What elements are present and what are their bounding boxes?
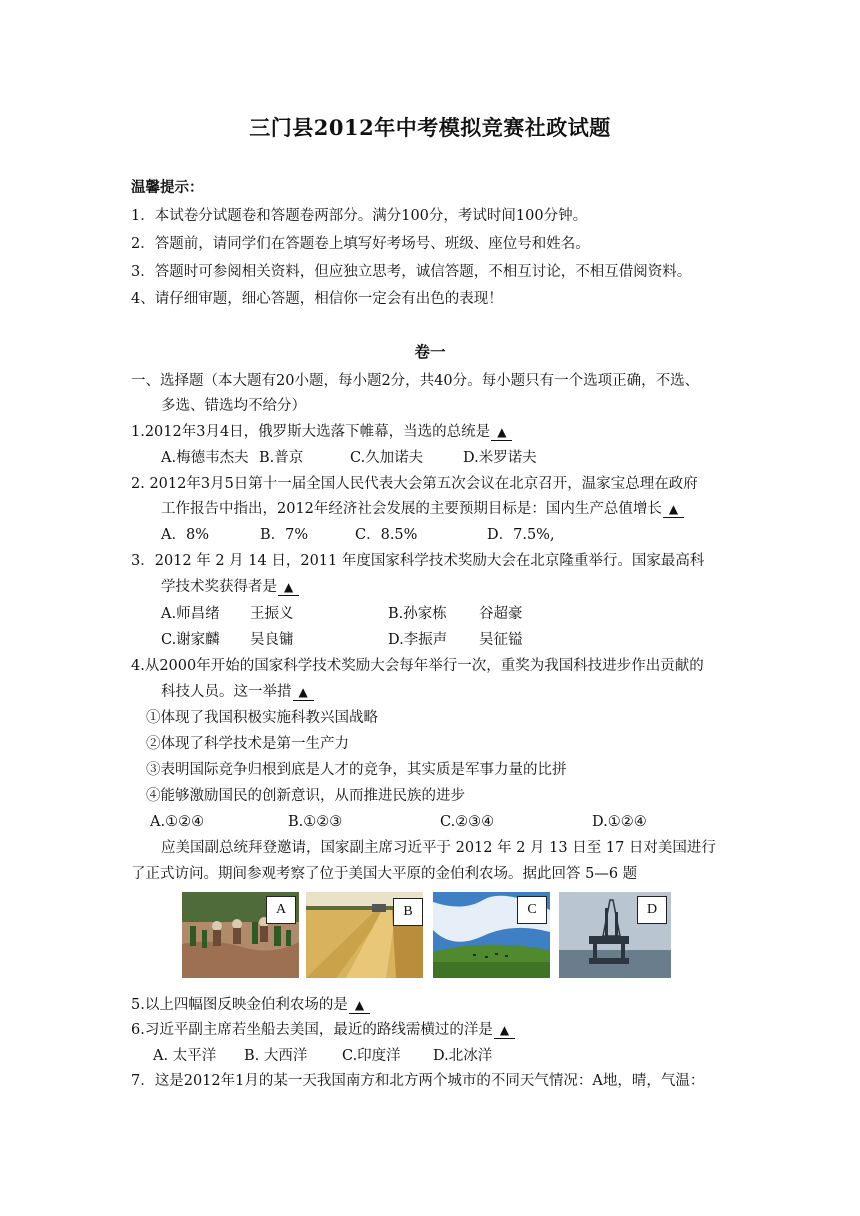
question-1-option-a: A.梅德韦杰夫 bbox=[161, 450, 249, 466]
question-6-option-a: A. 太平洋 bbox=[153, 1048, 217, 1064]
question-3-option-b-second: 谷超豪 bbox=[479, 606, 523, 622]
question-4-stem: 科技人员。这一举措 ▲ bbox=[161, 682, 314, 702]
question-7-stem: 7．这是2012年1月的某一天我国南方和北方两个城市的不同天气情况：A地，晴，气温： bbox=[131, 1073, 705, 1089]
tips-heading: 温馨提示： bbox=[131, 179, 204, 196]
question-2-option-c: C．8.5% bbox=[355, 527, 418, 543]
question-4-statement: ③表明国际竞争归根到底是人才的竞争，其实质是军事力量的比拼 bbox=[146, 762, 567, 778]
question-6-option-b: B. 大西洋 bbox=[244, 1048, 308, 1064]
question-4-stem: 4.从2000年开始的国家科学技术奖励大会每年举行一次，重奖为我国科技进步作出贡献的 bbox=[131, 658, 704, 674]
question-4-statement: ②体现了科学技术是第一生产力 bbox=[146, 736, 349, 752]
section-heading: 卷一 bbox=[414, 342, 446, 361]
question-3-stem: 3．2012 年 2 月 14 日，2011 年度国家科学技术奖励大会在北京隆重举行。国家最高科 bbox=[131, 553, 705, 569]
answer-blank: ▲ bbox=[663, 501, 684, 518]
instructions-line: 多选、错选均不给分） bbox=[161, 398, 306, 414]
question-4-statement: ①体现了我国积极实施科教兴国战略 bbox=[146, 710, 378, 726]
answer-blank: ▲ bbox=[349, 997, 370, 1014]
question-3-option-d: D.李振声 bbox=[388, 632, 448, 648]
tip-item: 4、请仔细审题，细心答题，相信你一定会有出色的表现！ bbox=[131, 291, 503, 307]
photo-label: B bbox=[393, 898, 423, 926]
photo-label: C bbox=[517, 896, 547, 924]
question-4-option-d: D.①②④ bbox=[592, 814, 647, 830]
tip-item: 2．答题前，请同学们在答题卷上填写好考场号、班级、座位号和姓名。 bbox=[131, 236, 590, 252]
exam-title: 三门县2012年中考模拟竞赛社政试题 bbox=[249, 115, 611, 140]
passage-line: 应美国副总统拜登邀请，国家副主席习近平于 2012 年 2 月 13 日至 17 日对美国进行 bbox=[161, 840, 716, 856]
question-2-stem: 2. 2012年3月5日第十一届全国人民代表大会第五次会议在北京召开，温家宝总理在政府 bbox=[131, 476, 698, 492]
question-1-option-d: D.米罗诺夫 bbox=[463, 450, 537, 466]
question-6-stem: 6.习近平副主席若坐船去美国，最近的路线需横过的洋是 ▲ bbox=[131, 1020, 515, 1040]
question-3-option-a-second: 王振义 bbox=[250, 606, 294, 622]
question-2-option-b: B．7% bbox=[260, 527, 309, 543]
question-6-option-d: D.北冰洋 bbox=[433, 1048, 493, 1064]
passage-line: 了正式访问。期间参观考察了位于美国大平原的金伯利农场。据此回答 5—6 题 bbox=[131, 866, 638, 882]
instructions-line: 一、选择题（本大题有20小题，每小题2分，共40分。每小题只有一个选项正确，不选、 bbox=[131, 373, 700, 389]
answer-blank: ▲ bbox=[494, 1022, 515, 1039]
tip-item: 3．答题时可参阅相关资料，但应独立思考，诚信答题，不相互讨论，不相互借阅资料。 bbox=[131, 264, 692, 280]
photo-offshore-oil-rig bbox=[559, 892, 676, 978]
question-4-option-c: C.②③④ bbox=[440, 814, 495, 830]
photo-label: A bbox=[266, 896, 296, 924]
photo-wheat-field bbox=[306, 892, 423, 978]
photo-rice-paddy bbox=[182, 892, 299, 978]
question-4-statement: ④能够激励国民的创新意识，从而推进民族的进步 bbox=[146, 788, 465, 804]
photo-great-plains-ranch bbox=[433, 892, 550, 978]
question-2-option-a: A．8% bbox=[161, 527, 209, 543]
question-3-option-d-second: 吴征镒 bbox=[479, 632, 523, 648]
question-1-stem: 1.2012年3月4日，俄罗斯大选落下帷幕，当选的总统是 ▲ bbox=[131, 422, 512, 442]
answer-blank: ▲ bbox=[293, 684, 314, 701]
question-2-option-d: D．7.5%, bbox=[487, 527, 555, 543]
question-2-stem: 工作报告中指出，2012年经济社会发展的主要预期目标是：国内生产总值增长 ▲ bbox=[161, 499, 684, 519]
question-5-stem: 5.以上四幅图反映金伯利农场的是 ▲ bbox=[131, 995, 370, 1015]
answer-blank: ▲ bbox=[278, 579, 299, 596]
question-1-option-b: B.普京 bbox=[259, 450, 304, 466]
question-3-option-c: C.谢家麟 bbox=[161, 632, 220, 648]
question-3-option-b: B.孙家栋 bbox=[388, 606, 447, 622]
photo-label: D bbox=[637, 896, 667, 924]
question-3-option-c-second: 吴良镛 bbox=[250, 632, 294, 648]
tip-item: 1．本试卷分试题卷和答题卷两部分。满分100分，考试时间100分钟。 bbox=[131, 208, 588, 224]
question-4-option-b: B.①②③ bbox=[288, 814, 343, 830]
question-3-option-a: A.师昌绪 bbox=[161, 606, 220, 622]
answer-blank: ▲ bbox=[491, 424, 512, 441]
question-3-stem: 学技术奖获得者是 ▲ bbox=[161, 577, 299, 597]
question-1-option-c: C.久加诺夫 bbox=[350, 450, 424, 466]
question-6-option-c: C.印度洋 bbox=[342, 1048, 401, 1064]
question-4-option-a: A.①②④ bbox=[150, 814, 205, 830]
